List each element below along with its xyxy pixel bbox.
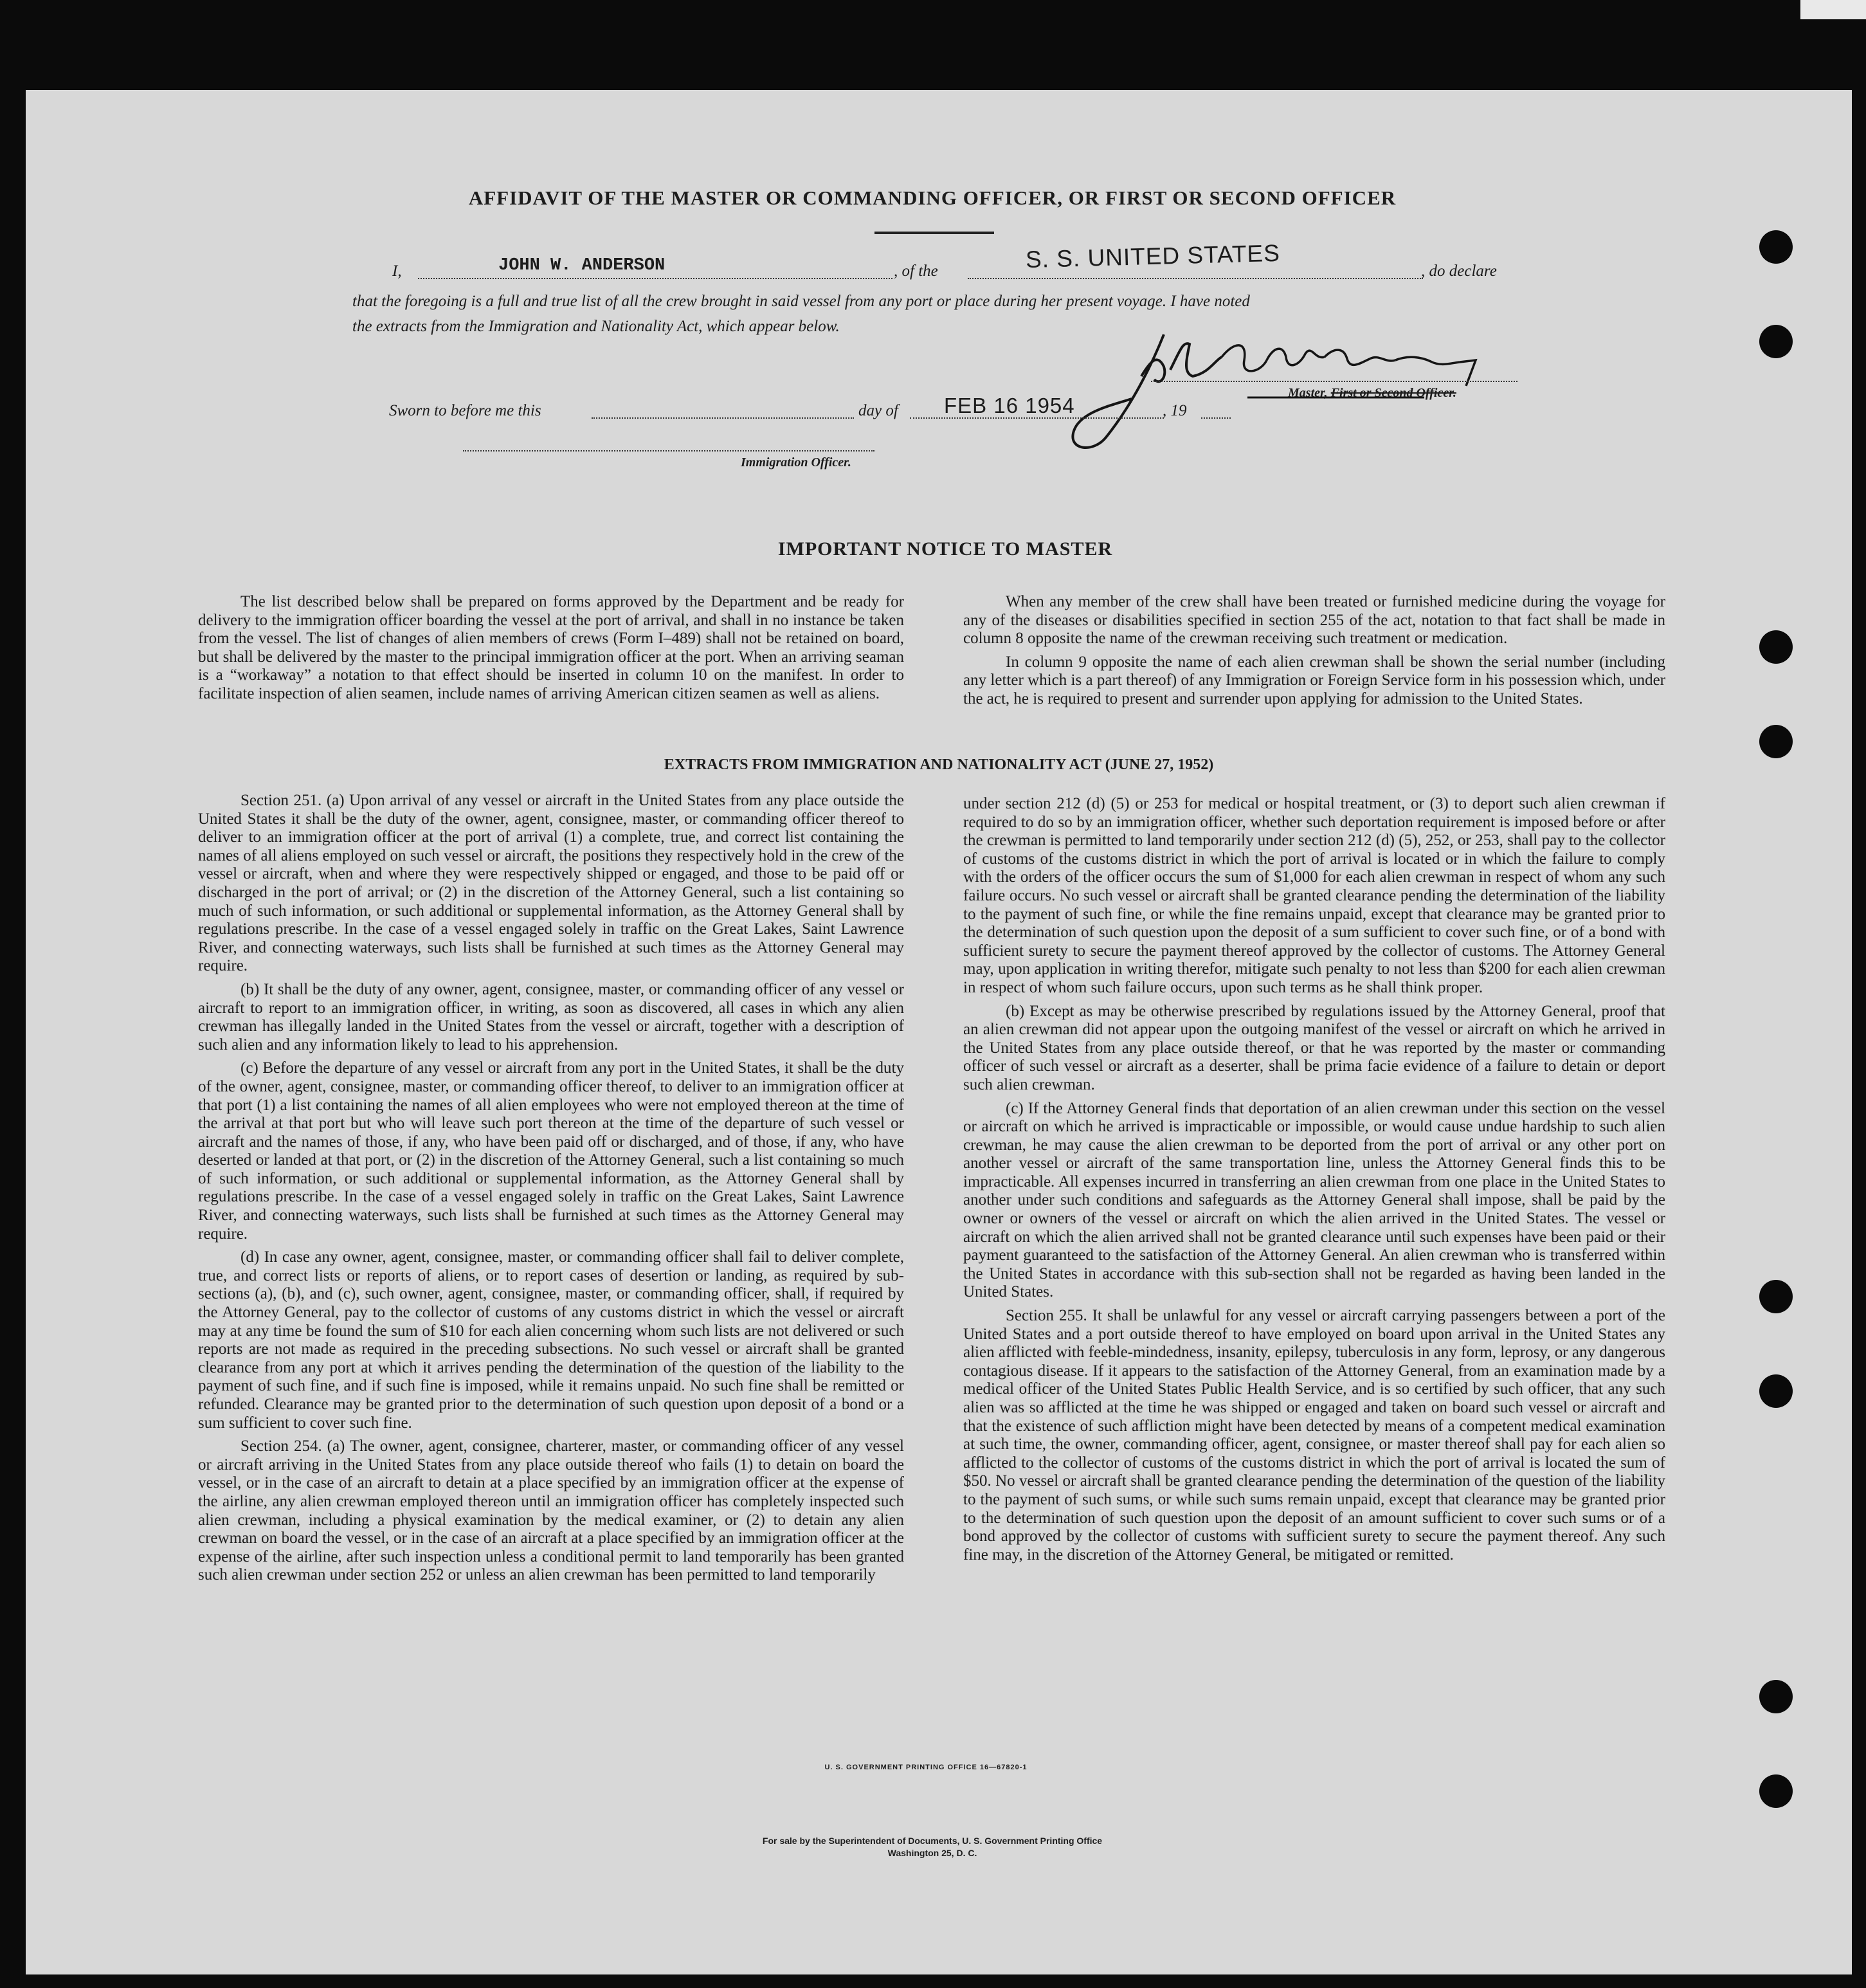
notice-title: IMPORTANT NOTICE TO MASTER bbox=[777, 538, 1113, 560]
act-section: (b) Except as may be otherwise prescribed by regulations issued by the Attorney General, proof that an alien crewman did not appear upon the outgoing manifest of the vessel or aircraft on which he arrived in the United States from any place outside thereof, or that he was reported by the master or commanding officer of such vessel or aircraft as a deserter, shall be prima facie evidence of a failure to detain or deport such alien crewman. bbox=[963, 1002, 1665, 1093]
printer-imprint: U. S. GOVERNMENT PRINTING OFFICE 16—67820-1 bbox=[824, 1764, 1028, 1771]
notice-right-column bbox=[963, 593, 1665, 714]
extracts-right-column bbox=[963, 795, 1665, 1569]
notice-paragraph: When any member of the crew shall have been treated or furnished medicine during the voyage for any of the diseases or disabilities specified in section 255 of the act, notation to that fact shall be made in column 8 opposite the name of the crewman receiving such treatment or medication. bbox=[963, 593, 1665, 648]
punch-hole bbox=[1759, 630, 1793, 664]
declaration-line-2: that the foregoing is a full and true list of all the crew brought in said vessel from any port or place during her present voyage. I have noted bbox=[352, 293, 1250, 310]
date-stamp: FEB 16 1954 bbox=[944, 394, 1075, 417]
officer-label: Master, First or Second Officer. bbox=[1288, 386, 1456, 400]
act-section: Section 251. (a) Upon arrival of any vessel or aircraft in the United States from any place outside the United States it shall be the duty of the owner, agent, consignee, master, or commanding officer thereof to deliver to an immigration officer at the port of arrival (1) a complete, true, and correct list containing the names of all aliens employed on such vessel or aircraft, the positions they respectively hold in the crew of the vessel or aircraft, when and where they were respectively shipped or engaged, and those to be paid off or discharged in the port of arrival; or (2) in the discretion of the Attorney General, such a list containing so much of such information, or such additional or supplemental information, as the Attorney General shall by regulations prescribe. In the case of a vessel engaged solely in traffic on the Great Lakes, Saint Lawrence River, and connecting waterways, such lists shall be furnished at such times as the Attorney General may require. bbox=[198, 792, 904, 975]
notice-paragraph: The list described below shall be prepared on forms approved by the Department and be ready for delivery to the immigration officer boarding the vessel at the port of arrival, and shall in no instance be taken from the vessel. The list of changes of alien members of crews (Form I–489) shall not be retained on board, but shall be delivered by the master to the principal immigration officer at the port. When an arriving seaman is a “workaway” a notation to that effect should be inserted in column 10 on the manifest. In order to facilitate inspection of alien seamen, include names of arriving American citizen seamen as well as aliens. bbox=[198, 593, 904, 702]
of-the-label: , of the bbox=[894, 262, 938, 280]
declaration-line-3: the extracts from the Immigration and Nationality Act, which appear below. bbox=[352, 318, 840, 335]
act-section-continued: under section 212 (d) (5) or 253 for medical or hospital treatment, or (3) to deport such alien crewman if required to do so by an immigration officer, whether such deportation requirement is imposed before or after the crewman is permitted to land temporarily under section 212 (d) (5), 252, or 253, shall pay to the collector of customs of the customs district in which the port of arrival is located or in which the failure to comply with the orders of the officer occurs the sum of $1,000 for each alien crewman in respect of whom any such failure occurs. No such vessel or aircraft shall be granted clearance pending the determination of the liability to the payment of such fine, or while the fine remains unpaid, except that clearance may be granted prior to the determination of such question upon the deposit of a sum sufficient to cover such fine, or of a bond with sufficient surety to secure the payment thereof approved by the collector of customs. The Attorney General may, upon application in writing therefor, mitigate such penalty to not less than $200 for each alien crewman in respect of whom such failure occurs, upon such terms as he shall think proper. bbox=[963, 795, 1665, 996]
sworn-label: Sworn to before me this bbox=[389, 402, 541, 419]
extracts-left-column bbox=[198, 792, 904, 1590]
notice-left-column bbox=[198, 593, 904, 709]
vessel-line bbox=[968, 278, 1423, 279]
punch-hole bbox=[1759, 1374, 1793, 1408]
punch-hole bbox=[1759, 1774, 1793, 1808]
act-section: Section 254. (a) The owner, agent, consignee, charterer, master, or commanding officer of any vessel or aircraft arriving in the United States from any place outside thereof who fails (1) to detain on board the vessel, or in the case of an aircraft to detain at a place specified by an immigration officer at the expense of the airline, any alien crewman employed thereon until an immigration officer has completely inspected such alien crewman, including a physical examination by the medical examiner, or (2) to detain any alien crewman on board the vessel, or in the case of an aircraft at a place specified by an immigration officer at the expense of the airline, after such inspection unless a conditional permit to land temporarily has been granted such alien crewman under section 252 or unless an alien crewman has been permitted to land temporarily bbox=[198, 1437, 904, 1584]
for-sale-city: Washington 25, D. C. bbox=[887, 1848, 977, 1858]
punch-hole bbox=[1759, 1680, 1793, 1713]
name-line bbox=[418, 278, 892, 279]
title-rule bbox=[874, 232, 994, 234]
year-prefix: , 19 bbox=[1163, 402, 1187, 419]
affidavit-title: AFFIDAVIT OF THE MASTER OR COMMANDING OFFICER, OR FIRST OR SECOND OFFICER bbox=[468, 187, 1397, 209]
year-line bbox=[1201, 417, 1231, 419]
i-label: I, bbox=[392, 262, 402, 280]
punch-hole bbox=[1759, 325, 1793, 358]
immigration-officer-line bbox=[463, 450, 874, 451]
do-declare-label: , do declare bbox=[1421, 262, 1497, 280]
act-section: (c) Before the departure of any vessel or aircraft from any port in the United States, it shall be the duty of the owner, agent, consignee, master, or commanding officer thereof, to deliver to an immigration officer at that port (1) a list containing the names of all alien employees who were not employed thereon at the time of the arrival at that port but who will leave such port thereon at the time of the departure of such vessel or aircraft and the names of those, if any, who have been paid off or discharged, and of those, if any, who have deserted or landed at that port, or (2) in the discretion of the Attorney General, such a list containing so much of such information, or such additional or supplemental information, as the Attorney General shall by regulations prescribe. In the case of a vessel engaged solely in traffic on the Great Lakes, Saint Lawrence River, and connecting waterways, such lists shall be furnished at such times as the Attorney General may require. bbox=[198, 1059, 904, 1243]
immigration-officer-label: Immigration Officer. bbox=[741, 455, 851, 470]
act-section: Section 255. It shall be unlawful for any vessel or aircraft carrying passengers between a port of the United States and a port outside thereof to have employed on board upon arrival in the United States any alien afflicted with feeble-mindedness, insanity, epilepsy, tuberculosis in any form, leprosy, or any dangerous contagious disease. If it appears to the satisfaction of the Attorney General, from an examination made by a medical officer of the United States Public Health Service, and is so certified by such officer, that any such alien was so afflicted at the time he was shipped or engaged and taken on board such vessel or aircraft and that the existence of such affliction might have been detected by means of a competent medical examination at such time, the owner, commanding officer, agent, consignee, or master thereof shall pay for each alien so afflicted to the collector of customs of the customs district in which the port of arrival is located the sum of $50. No vessel or aircraft shall be granted clearance pending the determination of the question of the liability to the payment of such sums, or while such sums remain unpaid, except that clearance may be granted prior to the determination of such question upon the deposit of an amount sufficient to cover such sums or of a bond approved by the collector of customs with sufficient surety to secure the payment thereof. Any such fine may, in the discretion of the Attorney General, be mitigated or remitted. bbox=[963, 1307, 1665, 1564]
act-section: (b) It shall be the duty of any owner, agent, consignee, master, or commanding officer of any vessel or aircraft to report to an immigration officer, in writing, as soon as discovered, all cases in which any alien crewman has illegally landed in the United States from the vessel or aircraft, together with a description of such alien and any information likely to lead to his apprehension. bbox=[198, 980, 904, 1053]
extracts-title: EXTRACTS FROM IMMIGRATION AND NATIONALITY ACT (JUNE 27, 1952) bbox=[664, 756, 1214, 773]
day-of-label: day of bbox=[858, 402, 898, 419]
officer-signature-line bbox=[1151, 381, 1517, 382]
punch-hole bbox=[1759, 725, 1793, 758]
for-sale-line: For sale by the Superintendent of Documents, U. S. Government Printing Office bbox=[762, 1836, 1103, 1846]
scan-edge bbox=[1800, 0, 1866, 19]
notice-paragraph: In column 9 opposite the name of each alien crewman shall be shown the serial number (including any letter which is a part thereof) of any Immigration or Foreign Service form in his possession which, under the act, he is required to present and surrender upon applying for admission to the United States. bbox=[963, 653, 1665, 707]
punch-hole bbox=[1759, 230, 1793, 264]
sworn-day-line bbox=[592, 417, 854, 419]
punch-hole bbox=[1759, 1280, 1793, 1313]
for-sale-note bbox=[643, 1835, 1222, 1859]
act-section: (c) If the Attorney General finds that deportation of an alien crewman under this section on the vessel or aircraft on which he arrived is impracticable or impossible, or would cause undue hardship to such alien crewman, he may cause the alien crewman to be deported from the port of arrival or any other port on another vessel or aircraft of the same transportation line, unless the Attorney General finds this to be impracticable. All expenses incurred in transferring an alien crewman from one place in the United States to another under such conditions and safeguards as the Attorney General shall impose, shall be paid by the owner or owners of the vessel or aircraft on which the alien arrived in the United States. The vessel or aircraft on which the alien arrived shall not be granted clearance until such expenses have been paid or their payment guaranteed to the satisfaction of the Attorney General. An alien crewman who is transferred within the United States in accordance with this sub-section shall not be regarded as having been landed in the United States. bbox=[963, 1099, 1665, 1301]
vessel-name: S. S. UNITED STATES bbox=[1025, 239, 1281, 273]
master-name: JOHN W. ANDERSON bbox=[498, 256, 666, 275]
struck-officer-options: First or Second Officer. bbox=[1330, 386, 1456, 400]
act-section: (d) In case any owner, agent, consignee, master, or commanding officer shall fail to deliver complete, true, and correct lists or reports of aliens, or to report cases of desertion or landing, as required by sub-sections (a), (b), and (c), such owner, agent, consignee, master, or commanding officer, shall, if required by the Attorney General, pay to the collector of customs of any customs district in which the vessel or aircraft may at any time be found the sum of $10 for each alien concerning whom such lists are not delivered or such reports are not made as required in the preceding subsections. No such vessel or aircraft shall be granted clearance from any port at which it arrives pending the determination of the question of the liability to the payment of such fine, and if such fine is imposed, while it remains unpaid. No such fine shall be remitted or refunded. Clearance may be granted prior to the determination of such question upon deposit of a bond or a sum sufficient to cover such fine. bbox=[198, 1248, 904, 1432]
